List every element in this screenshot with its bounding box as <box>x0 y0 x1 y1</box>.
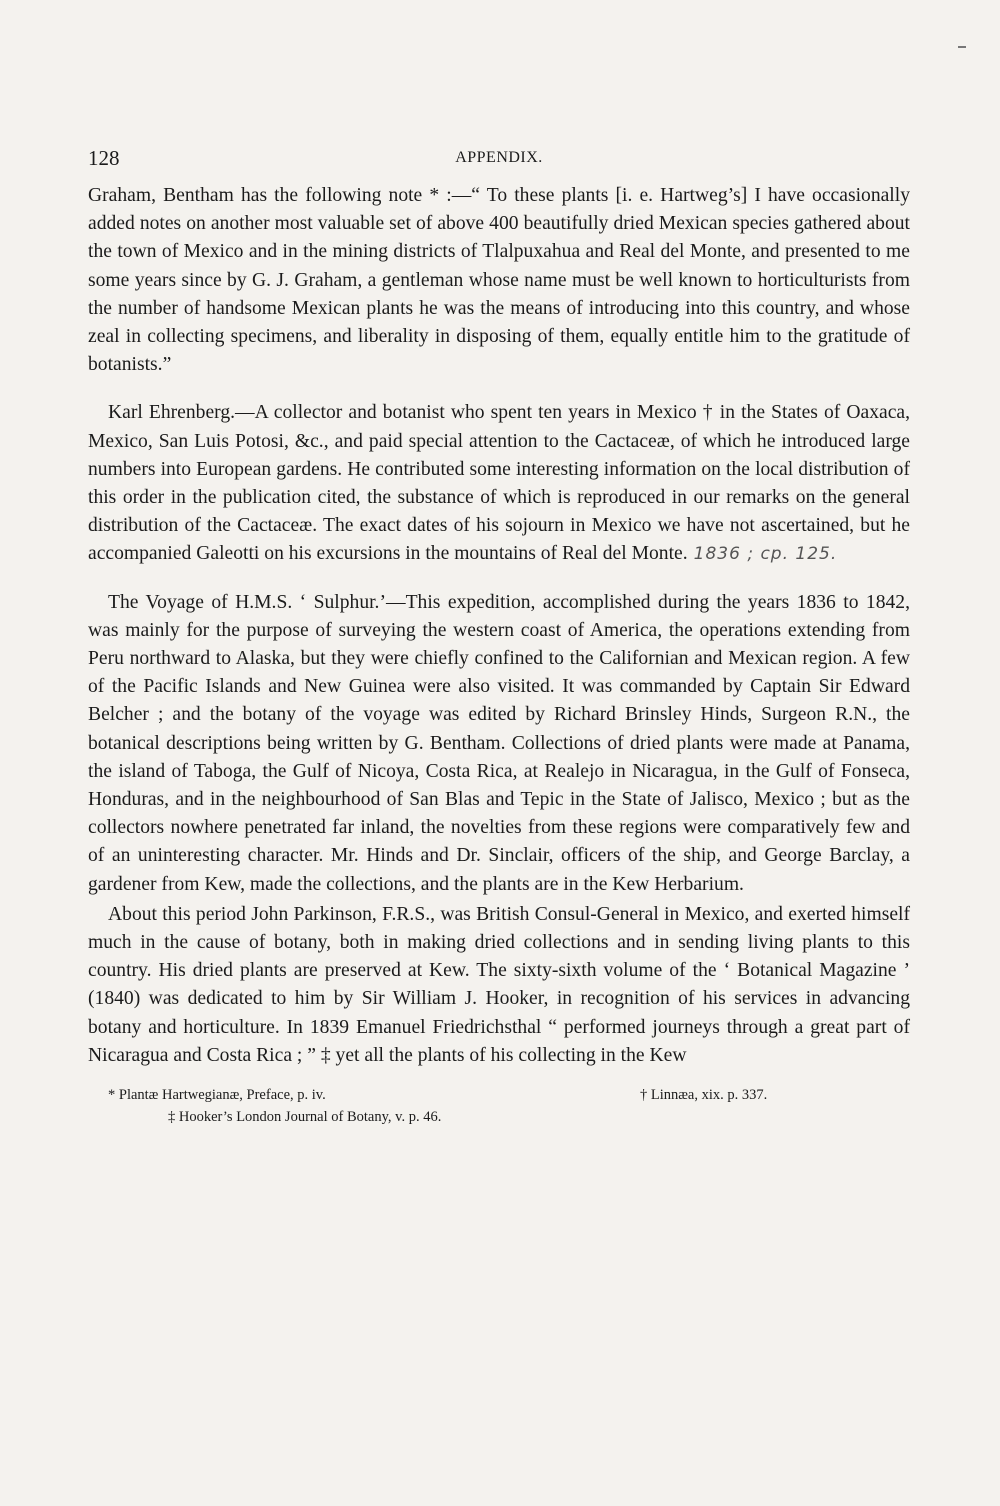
footnote-dagger: † Linnæa, xix. p. 337. <box>640 1087 768 1104</box>
page-header <box>88 146 910 182</box>
paragraph-ehrenberg <box>88 399 910 568</box>
running-head: APPENDIX. <box>455 149 543 166</box>
footnote-double-dagger: ‡ Hooker’s London Journal of Botany, v. p. 46. <box>168 1109 442 1126</box>
paragraph-parkinson: About this period John Parkinson, F.R.S., was British Consul-General in Mexico, and exerted himself much in the cause of botany, both in making dried collections and in sending living plants to this country. His dried plants are preserved at Kew. The sixty-sixth volume of the ‘ Botanical Magazine ’ (1840) was dedicated to him by Sir William J. Hooker, in recognition of his services in advancing botany and horticulture. In 1839 Emanuel Friedrichsthal “ performed journeys through a great part of Nicaragua and Costa Rica ; ” ‡ yet all the plants of his collecting in the Kew <box>88 903 910 1066</box>
paragraph-sulphur-voyage: The Voyage of H.M.S. ‘ Sulphur.’—This expedition, accomplished during the years 1836 to 1842, was mainly for the purpose of surveying the western coast of America, the operations extending from Peru northward to Alaska, but they were chiefly confined to the Californian and Mexican region. A few of the Pacific Islands and New Guinea were also visited. It was commanded by Captain Sir Edward Belcher ; and the botany of the voyage was edited by Richard Brinsley Hinds, Surgeon R.N., the botanical descriptions being written by G. Bentham. Collections of dried plants were made at Panama, the island of Taboga, the Gulf of Nicoya, Costa Rica, at Realejo in Nicaragua, in the Gulf of Fonseca, Honduras, and in the neighbourhood of San Blas and Tepic in the State of Jalisco, Mexico ; but as the collectors nowhere penetrated far inland, the novelties from these regions were comparatively few and of an uninteresting character. Mr. Hinds and Dr. Sinclair, officers of the ship, and George Barclay, a gardener from Kew, made the collections, and the plants are in the Kew Herbarium. <box>88 591 910 895</box>
paragraph-graham: Graham, Bentham has the following note * :—“ To these plants [i. e. Hartweg’s] I have occasionally added notes on another most valuable set of above 400 beautifully dried Mexican species gathered about the town of Mexico and in the mining districts of Tlalpuxahua and Real del Monte, and presented to me some years since by G. J. Graham, a gentleman whose name must be well known to horticulturists from the number of handsome Mexican plants he was the means of introducing into this country, and whose zeal in collecting specimens, and liberality in disposing of them, equally entitle him to the gratitude of botanists.” <box>88 185 910 376</box>
footnotes <box>88 1084 910 1128</box>
footnote-star: * Plantæ Hartwegianæ, Preface, p. iv. <box>108 1087 326 1104</box>
stray-mark <box>958 46 966 48</box>
paragraph-ehrenberg-text: Karl Ehrenberg.—A collector and botanist who spent ten years in Mexico † in the States of Oaxaca, Mexico, San Luis Potosi, &c., and paid special attention to the Cactaceæ, of which he introduced large numbers into European gardens. He contributed some interesting information on the local distribution of this order in the publication cited, the substance of which is reproduced in our remarks on the general distribution of the Cactaceæ. The exact dates of his sojourn in Mexico we have not ascertained, but he accompanied Galeotti on his excursions in the mountains of Real del Monte. <box>88 402 910 565</box>
pencil-annotation: 1836 ; cp. 125. <box>693 544 838 565</box>
page-number: 128 <box>88 146 120 170</box>
page <box>88 146 910 1128</box>
